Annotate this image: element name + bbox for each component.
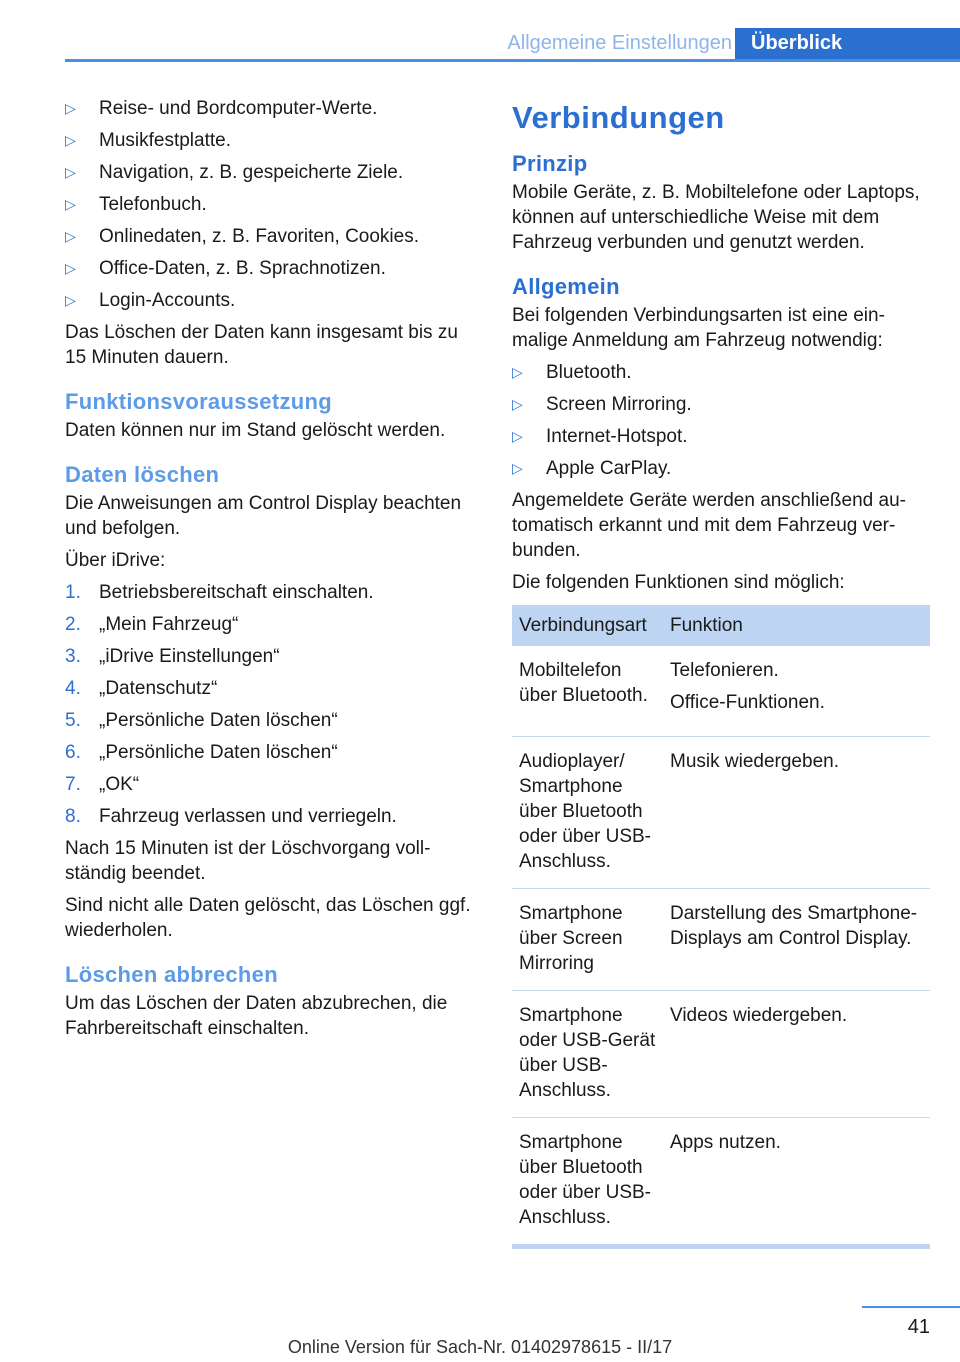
principle-heading: Prinzip (512, 151, 588, 176)
functions-table (512, 605, 930, 1244)
list-item: 7. „OK“ (65, 774, 140, 795)
page-header (65, 28, 960, 62)
repeat-text: Sind nicht alle Daten gelöscht, das Löschen ggf. wiederholen. (65, 895, 471, 941)
table-cell: Videos wiedergeben. (663, 991, 930, 1118)
table-bottom-rule (512, 1244, 930, 1249)
steps-list (65, 580, 478, 829)
triangle-bullet-icon: ▷ (65, 292, 76, 308)
table-cell: Mobiltelefon über Bluetooth. (512, 646, 663, 737)
cancel-heading: Löschen abbrechen (65, 962, 278, 987)
general-heading: Allgemein (512, 274, 620, 299)
table-row (512, 889, 930, 991)
table-row (512, 991, 930, 1118)
cancel-text: Um das Löschen der Daten abzubrechen, die Fahrbereitschaft einschalten. (65, 993, 448, 1039)
list-item: ▷ Apple CarPlay. (512, 458, 672, 479)
list-item: ▷ Navigation, z. B. gespeicherte Ziele. (65, 162, 404, 183)
delete-heading: Daten löschen (65, 462, 220, 487)
header-section-title: Allgemeine Einstellungen (507, 32, 732, 54)
table-cell: Darstellung des Smartphone-Displays am Control Display. (663, 889, 930, 991)
triangle-bullet-icon: ▷ (65, 260, 76, 276)
idrive-label: Über iDrive: (65, 550, 166, 571)
list-item: ▷ Musikfestplatte. (65, 130, 231, 151)
section-title: Verbindungen (512, 100, 725, 135)
list-item: ▷ Bluetooth. (512, 362, 632, 383)
delete-duration-text: Das Löschen der Daten kann insgesamt bis zu 15 Minuten dauern. (65, 322, 458, 368)
table-cell: Smartphone über Bluetooth oder über USB-Anschluss. (519, 1132, 652, 1228)
page-number: 41 (907, 1316, 930, 1338)
list-item: 1. Betriebsbereitschaft einschalten. (65, 582, 374, 603)
right-column (512, 96, 930, 1249)
table-row (512, 1118, 930, 1245)
list-item: ▷ Onlinedaten, z. B. Favoriten, Cookies. (65, 226, 419, 247)
prereq-heading: Funktionsvoraussetzung (65, 389, 332, 414)
table-row (512, 737, 930, 889)
after-steps-text: Nach 15 Minuten ist der Löschvorgang vollständig beendet. (65, 838, 431, 884)
list-item: ▷ Screen Mirroring. (512, 394, 692, 415)
triangle-bullet-icon: ▷ (512, 364, 523, 380)
connection-bullet-list (512, 360, 930, 481)
list-item: 2. „Mein Fahrzeug“ (65, 614, 239, 635)
triangle-bullet-icon: ▷ (512, 460, 523, 476)
footer-version-text: Online Version für Sach-Nr. 01402978615 - II/17 (287, 1337, 673, 1357)
triangle-bullet-icon: ▷ (65, 164, 76, 180)
table-cell: Musik wiedergeben. (663, 737, 930, 889)
header-tab-overview: Überblick (735, 28, 960, 59)
column-header-connection: Verbindungsart (512, 605, 663, 646)
list-item: ▷ Login-Accounts. (65, 290, 236, 311)
list-item: 5. „Persönliche Daten löschen“ (65, 710, 338, 731)
list-item: 3. „iDrive Einstellungen“ (65, 646, 280, 667)
left-column (65, 96, 478, 1048)
general-text: Bei folgenden Verbindungsarten ist eine einmalige Anmeldung am Fahrzeug notwendig: (512, 305, 885, 351)
triangle-bullet-icon: ▷ (65, 196, 76, 212)
list-item: ▷ Internet-Hotspot. (512, 426, 688, 447)
prereq-text: Daten können nur im Stand gelöscht werden. (65, 420, 446, 441)
table-row (512, 646, 930, 737)
delete-intro-text: Die Anweisungen am Control Display beachten und befolgen. (65, 493, 462, 539)
table-cell: Telefonieren. Office-Funktionen. (663, 646, 930, 737)
table-header-row (512, 605, 930, 646)
principle-text: Mobile Geräte, z. B. Mobiltelefone oder Laptops, können auf unterschiedliche Weise mit dem Fahrzeug verbunden und genutzt werden. (512, 182, 920, 253)
list-item: ▷ Telefonbuch. (65, 194, 207, 215)
table-cell: Smartphone über Screen Mirroring (512, 889, 663, 991)
functions-intro: Die folgenden Funktionen sind möglich: (512, 572, 845, 593)
triangle-bullet-icon: ▷ (65, 228, 76, 244)
list-item: 4. „Datenschutz“ (65, 678, 218, 699)
triangle-bullet-icon: ▷ (65, 132, 76, 148)
column-header-function: Funktion (663, 605, 930, 646)
list-item: ▷ Office-Daten, z. B. Sprachnotizen. (65, 258, 386, 279)
triangle-bullet-icon: ▷ (65, 100, 76, 116)
data-bullet-list (65, 96, 478, 313)
list-item: 6. „Persönliche Daten löschen“ (65, 742, 338, 763)
table-cell: Apps nutzen. (670, 1132, 781, 1153)
list-item: ▷ Reise- und Bordcomputer-Werte. (65, 98, 378, 119)
footer-rule (862, 1306, 960, 1308)
list-item: 8. Fahrzeug verlassen und verriegeln. (65, 806, 397, 827)
triangle-bullet-icon: ▷ (512, 428, 523, 444)
header-rule (65, 59, 960, 62)
auto-connect-text: Angemeldete Geräte werden anschließend automatisch erkannt und mit dem Fahrzeug verbunden. (512, 490, 906, 561)
triangle-bullet-icon: ▷ (512, 396, 523, 412)
table-cell: Audioplayer/ Smartphone über Bluetooth oder über USB-Anschluss. (512, 737, 663, 889)
table-cell: Smartphone oder USB-Gerät über USB-Anschluss. (512, 991, 663, 1118)
